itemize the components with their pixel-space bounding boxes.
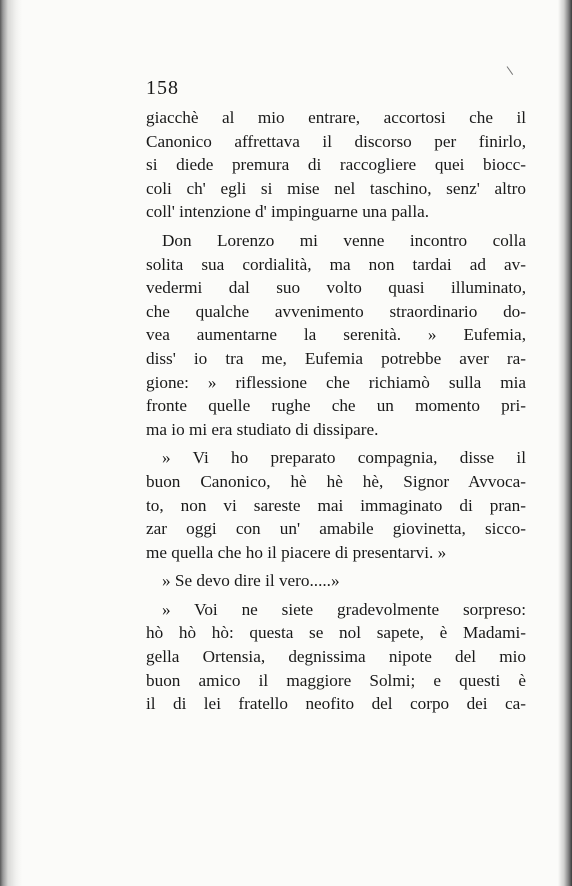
text-line: giacchè al mio entrare, accortosi che il (146, 108, 526, 127)
text-line: » Voi ne siete gradevolmente sorpreso: (162, 599, 526, 619)
text-line: diss' io tra me, Eufemia potrebbe aver ra- (146, 348, 526, 368)
text-line: coli ch' egli si mise nel taschino, senz' altro (146, 178, 526, 198)
scan-edge-left (0, 0, 22, 886)
paragraph (146, 446, 526, 564)
text-line: gione: » riflessione che richiamò sulla mia (146, 372, 526, 392)
text-line: che qualche avvenimento straordinario do- (146, 301, 526, 321)
text-line: to, non vi sareste mai immaginato di pran- (146, 495, 526, 515)
text-line: buon Canonico, hè hè hè, Signor Avvoca- (146, 471, 526, 491)
text-line: vedermi dal suo volto quasi illuminato, (146, 278, 526, 298)
paragraph (146, 106, 526, 224)
text-line: solita sua cordialità, ma non tardai ad av- (146, 254, 526, 274)
text-line: me quella che ho il piacere di presentarvi. » (146, 542, 447, 562)
fold-mark (507, 66, 514, 75)
text-line: Canonico affrettava il discorso per finirlo, (146, 131, 526, 151)
text-line: ma io mi era studiato di dissipare. (146, 419, 379, 439)
text-line: hò hò hò: questa se nol sapete, è Madami- (146, 623, 526, 643)
text-line: vea aumentarne la serenità. » Eufemia, (146, 325, 526, 345)
text-line: Don Lorenzo mi venne incontro colla (162, 230, 526, 250)
paragraph (146, 598, 526, 716)
text-line: buon amico il maggiore Solmi; e questi è (146, 670, 526, 690)
scan-edge-right (558, 0, 572, 886)
text-line: coll' intenzione d' impinguarne una palla. (146, 202, 430, 222)
page-number: 158 (146, 77, 179, 99)
text-line: il di lei fratello neofito del corpo dei ca- (146, 694, 526, 714)
text-line: » Vi ho preparato compagnia, disse il (162, 448, 526, 468)
text-line: » Se devo dire il vero.....» (162, 571, 340, 591)
text-line: zar oggi con un' amabile giovinetta, sicco- (146, 519, 526, 539)
text-line: fronte quelle rughe che un momento pri- (146, 396, 526, 416)
text-line: gella Ortensia, degnissima nipote del mio (146, 647, 526, 667)
paragraph (146, 569, 526, 593)
paragraph (146, 229, 526, 441)
body-text (146, 106, 526, 716)
text-line: si diede premura di raccogliere quei biocc- (146, 155, 526, 175)
